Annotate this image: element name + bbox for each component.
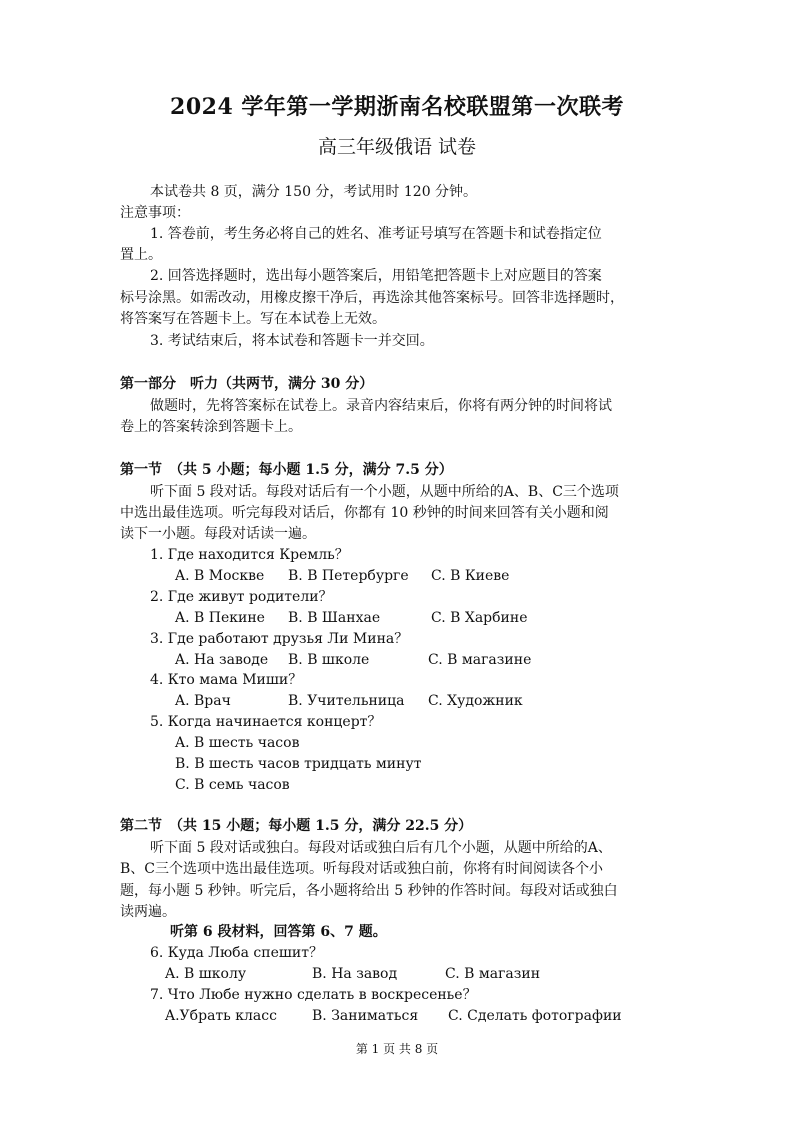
question-5-option-c: C. В семь часов — [175, 777, 290, 793]
rule-3: 3. 考试结束后，将本试卷和答题卡一并交回。 — [150, 333, 434, 349]
question-1-option-a: A. В Москве — [175, 568, 265, 584]
question-2: 2. Где живут родители？ — [150, 589, 333, 605]
question-1-option-b: B. В Петербурге — [288, 568, 409, 584]
question-3-option-c: C. В магазине — [428, 652, 532, 668]
question-5-option-a: A. В шесть часов — [175, 735, 300, 751]
part-1-heading: 第一部分 听力（共两节，满分 30 分） — [120, 376, 374, 392]
question-3-option-b: B. В школе — [288, 652, 370, 668]
question-6-option-a: A. В школу — [165, 966, 247, 982]
page-number: 第 1 页 共 8 页 — [355, 1042, 439, 1056]
section-1-instruction-b: 中选出最佳选项。听完每段对话后，你都有 10 秒钟的时间来回答有关小题和阅 — [120, 505, 609, 521]
question-1: 1. Где находится Кремль？ — [150, 547, 349, 563]
part-1-instruction-b: 卷上的答案转涂到答题卡上。 — [120, 419, 302, 435]
material-6-prompt: 听第 6 段材料，回答第 6、7 题。 — [170, 924, 387, 940]
section-1-heading: 第一节 （共 5 小题；每小题 1.5 分，满分 7.5 分） — [120, 462, 453, 478]
page-title: 2024 学年第一学期浙南名校联盟第一次联考 — [170, 94, 624, 120]
part-1-instruction-a: 做题时，先将答案标在试卷上。录音内容结束后，你将有两分钟的时间将试 — [150, 398, 612, 414]
question-2-option-c: C. В Харбине — [431, 610, 528, 626]
question-4-option-b: B. Учительница — [288, 693, 405, 709]
rule-1-line-b: 置上。 — [120, 247, 162, 263]
section-2-heading: 第二节 （共 15 小题；每小题 1.5 分，满分 22.5 分） — [120, 818, 473, 834]
question-6: 6. Куда Люба спешит？ — [150, 945, 323, 961]
rule-2-line-a: 2. 回答选择题时，选出每小题答案后，用铅笔把答题卡上对应题目的答案 — [150, 268, 602, 284]
question-3: 3. Где работают друзья Ли Мина？ — [150, 631, 409, 647]
question-5-option-b: B. В шесть часов тридцать минут — [175, 756, 422, 772]
question-6-option-c: C. В магазин — [445, 966, 541, 982]
section-1-instruction-c: 读下一小题。每段对话读一遍。 — [120, 526, 316, 542]
question-4-option-a: A. Врач — [175, 693, 231, 709]
question-5: 5. Когда начинается концерт？ — [150, 714, 382, 730]
section-2-instruction-a: 听下面 5 段对话或独白。每段对话或独白后有几个小题，从题中所给的A、 — [150, 840, 612, 856]
question-1-option-c: C. В Киеве — [431, 568, 510, 584]
rule-1-line-a: 1. 答卷前，考生务必将自己的姓名、准考证号填写在答题卡和试卷指定位 — [150, 226, 602, 242]
section-2-instruction-c: 题，每小题 5 秒钟。听完后，各小题将给出 5 秒钟的作答时间。每段对话或独白 — [120, 883, 618, 899]
question-4-option-c: C. Художник — [428, 693, 523, 709]
page-subtitle: 高三年级俄语 试卷 — [317, 136, 477, 158]
question-7-option-c: C. Сделать фотографии — [448, 1008, 622, 1024]
section-1-instruction-a: 听下面 5 段对话。每段对话后有一个小题，从题中所给的A、B、C三个选项 — [150, 484, 619, 500]
question-4: 4. Кто мама Миши？ — [150, 672, 303, 688]
section-2-instruction-b: B、C三个选项中选出最佳选项。听每段对话或独白前，你将有时间阅读各个小 — [120, 861, 603, 877]
question-7-option-b: B. Заниматься — [312, 1008, 419, 1024]
question-6-option-b: B. На завод — [312, 966, 398, 982]
rule-2-line-b: 标号涂黑。如需改动，用橡皮擦干净后，再选涂其他答案标号。回答非选择题时， — [120, 290, 624, 306]
question-2-option-a: A. В Пекине — [175, 610, 265, 626]
rule-2-line-c: 将答案写在答题卡上。写在本试卷上无效。 — [120, 311, 386, 327]
question-2-option-b: B. В Шанхае — [288, 610, 381, 626]
notice-label: 注意事项： — [120, 205, 190, 221]
exam-summary: 本试卷共 8 页，满分 150 分，考试用时 120 分钟。 — [150, 184, 478, 200]
question-7: 7. Что Любе нужно сделать в воскресенье？ — [150, 987, 477, 1003]
section-2-instruction-d: 读两遍。 — [120, 904, 176, 920]
question-3-option-a: A. На заводе — [175, 652, 269, 668]
question-7-option-a: A.Убрать класс — [165, 1008, 277, 1024]
